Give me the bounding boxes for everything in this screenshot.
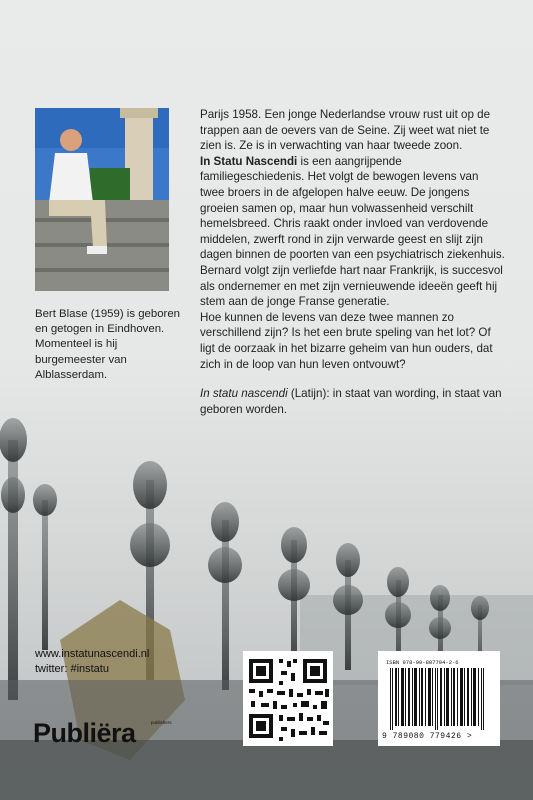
- isbn-digits: 9 789080 779426 >: [382, 732, 473, 741]
- publisher-logo: [33, 718, 172, 749]
- twitter-handle[interactable]: twitter: #instatu: [35, 662, 109, 675]
- definition-term: In statu nascendi: [200, 387, 288, 401]
- author-photo: [35, 108, 169, 291]
- qr-code-icon: [243, 651, 333, 746]
- blurb-body: [200, 154, 505, 310]
- blurb-body-text: is een aangrijpende familiegeschiedenis. Het volgt de bewogen levens van twee broers in de afgelopen halve eeuw. De jongens groeien samen op, maar hun volwassenheid verschilt hemelsbreed. Chris raakt onder invloed van verdovende middelen, zwerft rond in zijn verwarde geest en slijt zijn dagen binnen de poorten van een psychiatrisch ziekenhuis. Bernard volgt zijn verliefde hart naar Frankrijk, is succesvol als ondernemer en met zijn vernieuwende ideeën geeft hij stem aan de jonge Franse generatie.: [200, 154, 505, 309]
- blurb-definition: [200, 386, 505, 417]
- blurb-questions: Hoe kunnen de levens van deze twee mannen zo verschillend zijn? Is het een brute speling van het lot? Of ligt de oorzaak in het bizarre geheim van hun ouders, dat zich in de loop van hun leven ontvouwt?: [200, 310, 493, 371]
- book-title: In Statu Nascendi: [200, 154, 298, 168]
- isbn-barcode: [378, 651, 500, 746]
- web-links: [35, 647, 149, 676]
- publisher-name: Publiëra: [33, 718, 136, 748]
- blurb-intro: Parijs 1958. Een jonge Nederlandse vrouw rust uit op de trappen aan de oevers van de Seine. Zij weet wat niet te zien is. Ze is in verwachting van haar tweede zoon.: [200, 108, 491, 153]
- definition-text: (Latijn): in staat van wording, in staat van geboren worden.: [200, 387, 502, 416]
- author-bio: Bert Blase (1959) is geboren en getogen in Eindhoven. Momenteel is hij burgemeester van Alblasserdam.: [35, 308, 180, 381]
- isbn-label: ISBN 978-90-807794-2-6: [386, 659, 459, 666]
- back-cover-blurb: [200, 107, 505, 417]
- qr-code[interactable]: [243, 651, 333, 746]
- publisher-tagline: publishers: [151, 720, 172, 725]
- website-link[interactable]: www.instatunascendi.nl: [35, 648, 150, 660]
